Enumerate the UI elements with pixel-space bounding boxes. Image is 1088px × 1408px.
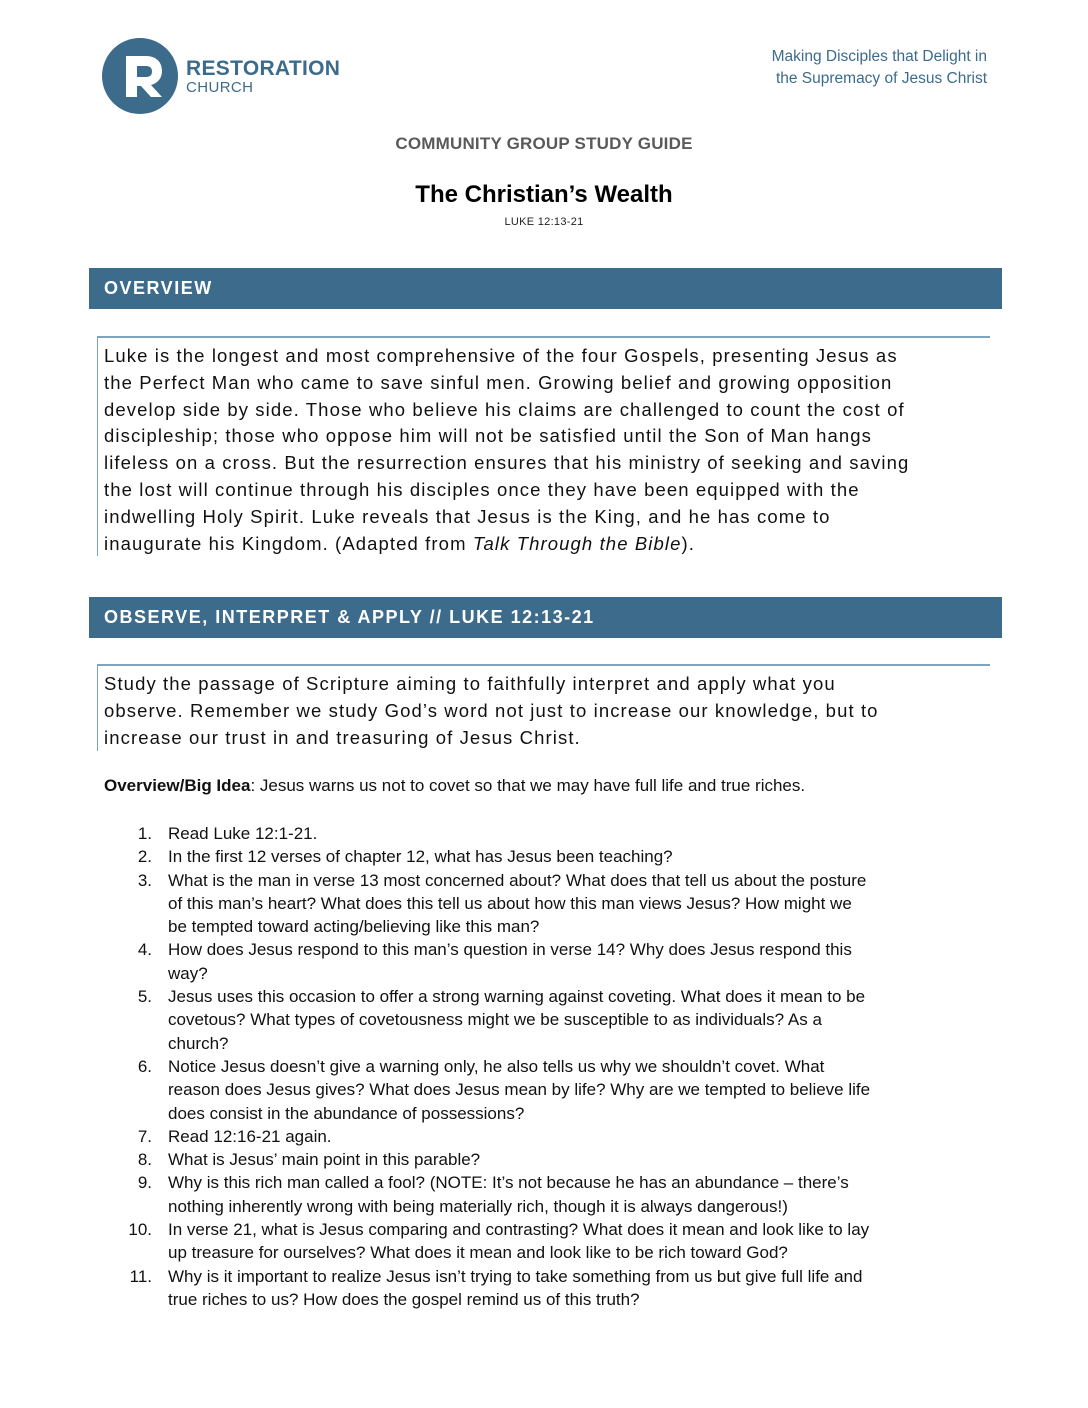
question-text-line: What is the man in verse 13 most concerned about? What does that tell us about the posture: [168, 870, 867, 890]
question-item: [104, 869, 994, 939]
question-text-line: In verse 21, what is Jesus comparing and contrasting? What does it mean and look like to lay: [168, 1220, 870, 1240]
overview-heading: OVERVIEW: [89, 268, 1002, 309]
church-logo: [102, 38, 340, 114]
question-text-line: How does Jesus respond to this man’s question in verse 14? Why does Jesus respond this: [168, 940, 852, 960]
logo-r-glyph: [102, 38, 178, 114]
question-item: [104, 845, 994, 868]
question-number: 11.: [129, 1266, 152, 1286]
question-text-line: Read Luke 12:1-21.: [168, 824, 318, 843]
tagline: [772, 46, 987, 90]
question-number: 7.: [137, 1126, 152, 1146]
study-intro-callout: [97, 664, 990, 751]
tagline-line: Making Disciples that Delight in: [771, 48, 987, 65]
overview-line: indwelling Holy Spirit. Luke reveals that Jesus is the King, and he has come to: [104, 505, 831, 527]
scripture-reference: LUKE 12:13-21: [504, 216, 584, 228]
question-text-line: up treasure for ourselves? What does it mean and look like to be rich toward God?: [168, 1243, 788, 1263]
question-item: [104, 985, 994, 1055]
question-item: [104, 1171, 994, 1218]
question-text-line: Notice Jesus doesn’t give a warning only, he also tells us why we shouldn’t covet. What: [168, 1056, 825, 1076]
overview-line-last: [104, 531, 990, 558]
question-text-line: covetous? What types of covetousness might we be susceptible to as individuals? As a: [168, 1010, 822, 1030]
source-title: Talk Through the Bible: [472, 532, 682, 554]
question-text-line: In the first 12 verses of chapter 12, what has Jesus been teaching?: [168, 847, 673, 867]
big-idea: [104, 776, 805, 796]
overview-line: lifeless on a cross. But the resurrection ensures that his ministry of seeking and saving: [104, 452, 910, 474]
question-number: 5.: [137, 987, 152, 1007]
overview-callout: [97, 336, 990, 556]
study-intro-line: increase our trust in and treasuring of Jesus Christ.: [104, 726, 581, 748]
question-text-line: Jesus uses this occasion to offer a strong warning against coveting. What does it mean to be: [168, 987, 866, 1007]
overview-line: Luke is the longest and most comprehensive of the four Gospels, presenting Jesus as: [104, 345, 898, 366]
question-text-line: What is Jesus’ main point in this parable?: [168, 1150, 481, 1170]
question-text-line: be tempted toward acting/believing like this man?: [168, 917, 540, 937]
question-text-line: true riches to us? How does the gospel remind us of this truth?: [168, 1289, 640, 1309]
overview-last-suffix: ).: [681, 532, 695, 554]
study-heading: OBSERVE, INTERPRET & APPLY // LUKE 12:13-21: [89, 597, 1002, 638]
question-number: 1.: [137, 824, 152, 843]
logo-subtitle: CHURCH: [186, 78, 254, 96]
tagline-line: the Supremacy of Jesus Christ: [775, 70, 987, 87]
question-text-line: of this man’s heart? What does this tell us about how this man views Jesus? How might we: [168, 893, 852, 913]
logo-r-icon: [102, 38, 178, 114]
question-text-line: does consist in the abundance of possessions?: [168, 1103, 525, 1123]
logo-name: RESTORATION: [186, 56, 341, 80]
question-text-line: church?: [168, 1033, 229, 1053]
big-idea-text: : Jesus warns us not to covet so that we may have full life and true riches.: [250, 776, 806, 795]
page-title: The Christian’s Wealth: [415, 181, 673, 208]
guide-label: COMMUNITY GROUP STUDY GUIDE: [395, 134, 693, 153]
question-item: [104, 938, 994, 985]
question-text-line: Why is it important to realize Jesus isn’t trying to take something from us but give full life and: [168, 1266, 863, 1286]
question-text-line: reason does Jesus gives? What does Jesus mean by life? Why are we tempted to believe life: [168, 1080, 871, 1100]
question-item: [104, 1148, 994, 1171]
question-number: 9.: [137, 1173, 152, 1193]
question-item: [104, 1265, 994, 1312]
overview-line: discipleship; those who oppose him will not be satisfied until the Son of Man hangs: [104, 425, 872, 447]
logo-wordmark: [186, 58, 340, 95]
overview-line: develop side by side. Those who believe his claims are challenged to count the cost of: [104, 398, 905, 420]
question-item: [104, 1218, 994, 1265]
question-item: [104, 1055, 994, 1125]
question-number: 8.: [137, 1150, 152, 1170]
study-intro-line: Study the passage of Scripture aiming to faithfully interpret and apply what you: [104, 673, 836, 694]
question-item: [104, 1125, 994, 1148]
question-item: [104, 822, 994, 845]
big-idea-label: Overview/Big Idea: [104, 776, 251, 795]
overview-line: the lost will continue through his disciples once they have been equipped with the: [104, 478, 860, 500]
question-number: 3.: [137, 870, 152, 890]
question-number: 6.: [137, 1056, 152, 1076]
study-intro-line: observe. Remember we study God’s word not just to increase our knowledge, but to: [104, 699, 879, 721]
question-text-line: Read 12:16-21 again.: [168, 1126, 332, 1146]
overview-line: the Perfect Man who came to save sinful men. Growing belief and growing opposition: [104, 371, 893, 393]
question-number: 4.: [137, 940, 152, 960]
question-text-line: way?: [168, 963, 208, 983]
question-list: [104, 822, 994, 1311]
question-number: 10.: [128, 1220, 152, 1240]
question-number: 2.: [137, 847, 152, 867]
question-text-line: Why is this rich man called a fool? (NOTE: It’s not because he has an abundance – there’s: [168, 1173, 849, 1193]
question-text-line: nothing inherently wrong with being materially rich, though it is always dangerous!): [168, 1196, 788, 1216]
overview-last-prefix: inaugurate his Kingdom. (Adapted from: [104, 532, 473, 554]
